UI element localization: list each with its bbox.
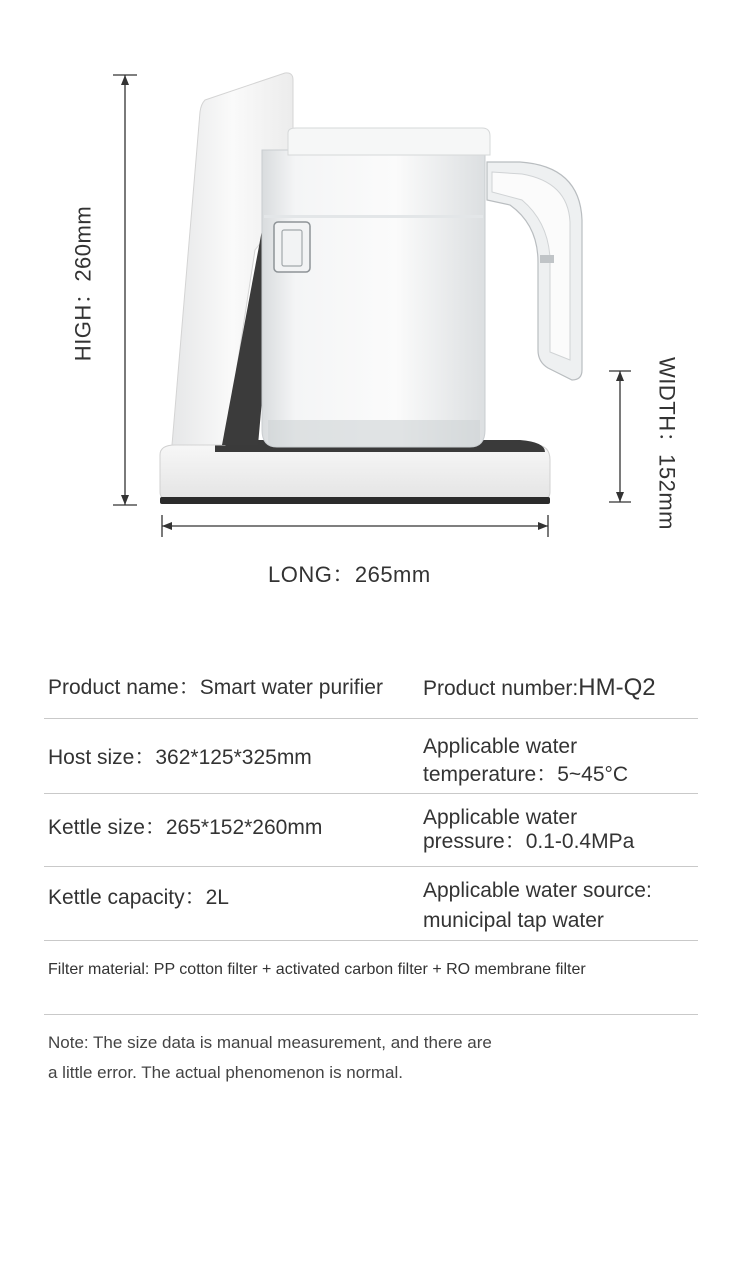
pressure-line1: Applicable water <box>423 806 578 829</box>
divider <box>44 940 698 941</box>
product-name: Product name：Smart water purifier <box>48 676 383 699</box>
product-illustration <box>0 0 750 620</box>
temperature-line2: temperature：5~45°C <box>423 763 629 786</box>
temperature-line1: Applicable water <box>423 735 578 758</box>
note-line2: a little error. The actual phenomenon is normal. <box>48 1063 403 1082</box>
kettle-jar <box>262 128 582 447</box>
note <box>48 1028 492 1088</box>
source-line1: Applicable water source: <box>423 879 652 902</box>
applicable-source <box>423 876 652 936</box>
product-number <box>423 674 656 703</box>
source-line2: municipal tap water <box>423 909 604 932</box>
applicable-temperature <box>423 733 628 789</box>
length-dimension-line <box>162 515 548 537</box>
divider <box>44 1014 698 1015</box>
kettle-size: Kettle size：265*152*260mm <box>48 816 323 839</box>
applicable-pressure <box>423 806 634 854</box>
length-label: LONG：265mm <box>268 562 431 587</box>
purifier-base <box>160 440 550 504</box>
pressure-line2: pressure：0.1-0.4MPa <box>423 830 635 853</box>
product-number-prefix: Product number: <box>423 677 579 700</box>
width-dimension-line <box>609 371 631 502</box>
note-line1: Note: The size data is manual measurement, and there are <box>48 1033 492 1052</box>
height-label: HIGH：260mm <box>70 205 96 362</box>
height-dimension-line <box>113 75 137 505</box>
kettle-capacity: Kettle capacity：2L <box>48 886 229 909</box>
width-label: WIDTH：152mm <box>654 357 680 530</box>
divider <box>44 866 698 867</box>
divider <box>44 718 698 719</box>
product-number-value: HM-Q2 <box>578 674 656 701</box>
host-size: Host size：362*125*325mm <box>48 746 312 769</box>
filter-material: Filter material: PP cotton filter + activated carbon filter + RO membrane filter <box>48 961 586 978</box>
divider <box>44 793 698 794</box>
